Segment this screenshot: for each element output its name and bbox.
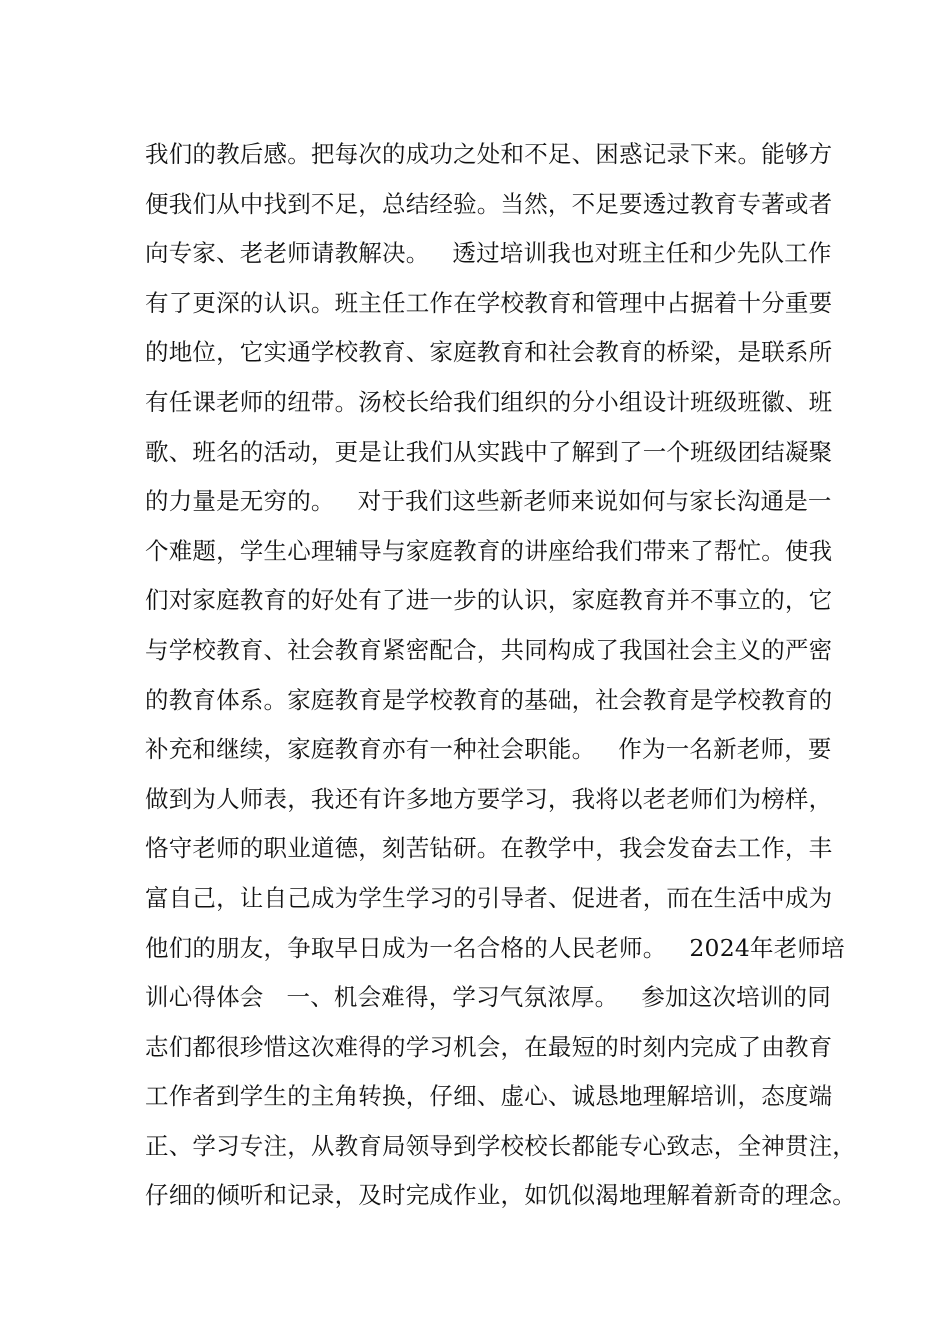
body-text — [145, 130, 856, 1221]
text-line: 有任课老师的纽带。汤校长给我们组织的分小组设计班级班徽、班 — [145, 387, 833, 416]
text-line: 工作者到学生的主角转换，仔细、虚心、诚恳地理解培训，态度端 — [145, 1082, 833, 1111]
text-line: 我们的教后感。把每次的成功之处和不足、困惑记录下来。能够方 — [145, 140, 833, 168]
text-line: 便我们从中找到不足，总结经验。当然，不足要透过教育专著或者 — [145, 189, 833, 218]
text-line: 恪守老师的职业道德，刻苦钻研。在教学中，我会发奋去工作，丰 — [145, 834, 833, 863]
text-line: 与学校教育、社会教育紧密配合，共同构成了我国社会主义的严密 — [145, 635, 833, 664]
text-line: 正、学习专注，从教育局领导到学校校长都能专心致志，全神贯注， — [145, 1131, 856, 1160]
text-line: 补充和继续，家庭教育亦有一种社会职能。 作为一名新老师，要 — [145, 735, 832, 764]
text-line: 的地位，它实通学校教育、家庭教育和社会教育的桥梁，是联系所 — [145, 338, 833, 367]
text-line: 训心得体会 一、机会难得，学习气氛浓厚。 参加这次培训的同 — [145, 983, 831, 1012]
text-line: 富自己，让自己成为学生学习的引导者、促进者，而在生活中成为 — [145, 883, 833, 912]
text-line: 歌、班名的活动，更是让我们从实践中了解到了一个班级团结凝聚 — [145, 437, 833, 466]
text-line: 向专家、老老师请教解决。 透过培训我也对班主任和少先队工作 — [145, 239, 832, 268]
text-line: 仔细的倾听和记录，及时完成作业，如饥似渴地理解着新奇的理念。 — [145, 1181, 856, 1210]
text-line: 的教育体系。家庭教育是学校教育的基础，社会教育是学校教育的 — [145, 685, 833, 714]
text-line: 个难题，学生心理辅导与家庭教育的讲座给我们带来了帮忙。使我 — [145, 536, 833, 565]
text-line: 志们都很珍惜这次难得的学习机会，在最短的时刻内完成了由教育 — [145, 1032, 833, 1061]
text-line: 们对家庭教育的好处有了进一步的认识，家庭教育并不事立的，它 — [145, 586, 833, 615]
text-line: 有了更深的认识。班主任工作在学校教育和管理中占据着十分重要 — [145, 288, 833, 317]
text-line: 的力量是无穷的。 对于我们这些新老师来说如何与家长沟通是一 — [145, 487, 832, 516]
text-line: 他们的朋友，争取早日成为一名合格的人民老师。 2024年老师培 — [145, 933, 845, 962]
text-line: 做到为人师表，我还有许多地方要学习，我将以老老师们为榜样， — [145, 784, 833, 813]
